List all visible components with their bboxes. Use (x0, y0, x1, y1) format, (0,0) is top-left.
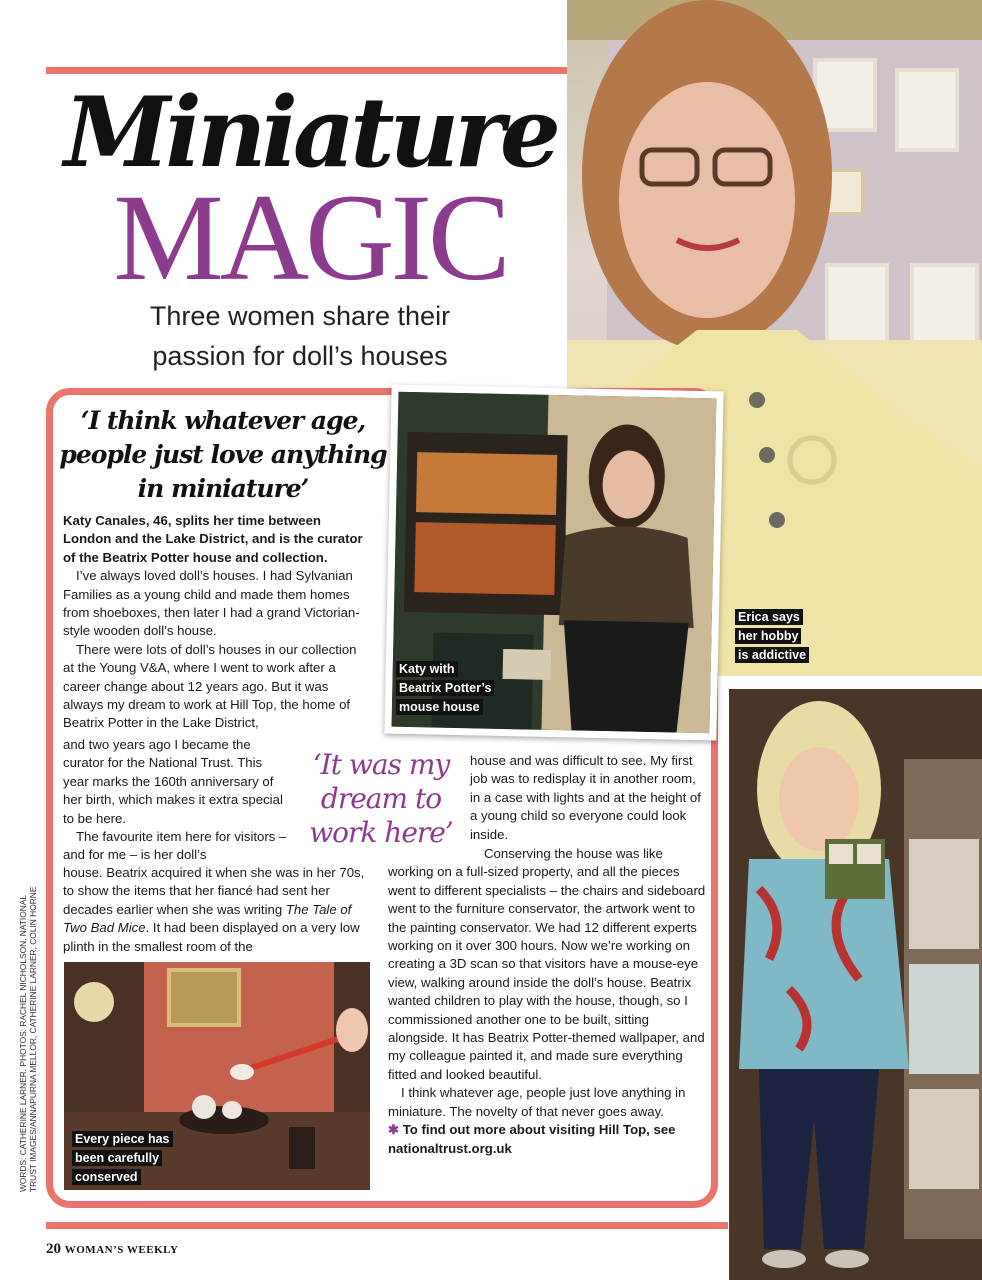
article-paragraph: There were lots of doll’s houses in our collection at the Young V&A, where I went to work after a career change about 12 years ago. But it was always my dream to work at Hill Top, the home of Beatrix Potter in the Lake District, (63, 641, 357, 731)
article-column-1-top (63, 512, 371, 733)
caption-katy-line: mouse house (396, 699, 483, 715)
caption-erica (735, 608, 809, 665)
pull-quote-dream: ‘It was my dream to work here’ (309, 748, 453, 849)
article-column-2-top (470, 752, 708, 844)
caption-room-line: Every piece has (72, 1131, 173, 1147)
article-paragraph: The favourite item here for visitors – and for me – is her doll’s (63, 829, 287, 863)
standfirst: Three women share their passion for doll’s houses (149, 301, 451, 371)
article-intro: Katy Canales, 46, splits her time between London and the Lake District, and is the curator of the Beatrix Potter house and collection. (63, 513, 363, 565)
article-paragraph: and two years ago I became the curator for the National Trust. This year marks the 160th anniversary of her birth, which makes it extra special to be here. (63, 737, 283, 826)
page-number: 20 (46, 1241, 61, 1257)
call-to-action-text: To find out more about visiting Hill Top, see nationaltrust.org.uk (388, 1122, 676, 1156)
caption-erica-line: Erica says (735, 609, 803, 625)
article-paragraph: I’ve always loved doll’s houses. I had Sylvanian Families as a young child and made them homes from shoeboxes, then later I had a grand Victorian-style wooden doll’s house. (63, 568, 360, 639)
headline-miniature: Miniature (64, 76, 556, 189)
call-to-action (388, 1121, 710, 1158)
article-paragraph (63, 864, 377, 956)
article-text-run: house. Beatrix acquired it when she was in her 70s, to show the items that her fiancé had sent her decades earlier when she was writing (63, 865, 365, 917)
bottom-rule (46, 1222, 728, 1229)
caption-room (72, 1130, 173, 1187)
article-paragraph: house and was difficult to see. My first job was to redisplay it in another room, in a case with lights and at the height of a young child so everyone could look inside. (470, 753, 701, 842)
photo-woman-holding-miniature-house (729, 689, 982, 1280)
magazine-name: WOMAN’S WEEKLY (64, 1244, 179, 1256)
article-column-1-middle (63, 736, 291, 865)
article-paragraph: Conserving the house was like working on a full-sized property, and all the pieces went to different specialists – the chairs and sideboard went to the furniture conservator, the artwork went to the painting conservator. We had 12 different experts working on it over 300 hours. Now we’re working on creating a 3D scan so that visitors have a mouse-eye view, walking around inside the doll’s house. Beatrix wanted children to play with the house, though, so I commissioned another one to be built, sitting alongside. It has Beatrix Potter-themed wallpaper, and my colleague painted it, and made sure everything fitted and looked beautiful. (388, 846, 706, 1082)
photo-third-illustration (729, 689, 982, 1280)
photo-credit-line: WORDS: CATHERINE LARNER. PHOTOS: RACHEL NICHOLSON, NATIONAL (18, 894, 28, 1192)
caption-katy (396, 660, 494, 717)
photo-credit (18, 876, 42, 1192)
caption-room-line: conserved (72, 1169, 141, 1185)
article-paragraph: I think whatever age, people just love anything in miniature. The novelty of that never goes away. (388, 1085, 686, 1119)
caption-katy-line: Beatrix Potter’s (396, 680, 494, 696)
book-title: The Tale of Two Bad Mice (63, 901, 352, 936)
article-text-run: . It had been displayed on a very low plinth in the smallest room of the (63, 920, 360, 954)
page-folio (46, 1241, 178, 1258)
caption-erica-line: her hobby (735, 628, 801, 644)
caption-room-line: been carefully (72, 1150, 162, 1166)
headline-magic: MAGIC (113, 169, 507, 306)
asterisk-bullet-icon: ✱ (388, 1122, 400, 1138)
caption-erica-line: is addictive (735, 647, 809, 663)
caption-katy-line: Katy with (396, 661, 458, 677)
article-column-1-bottom (63, 864, 377, 956)
pull-quote-headline: ‘I think whatever age, people just love anything in miniature’ (59, 406, 387, 503)
photo-credit-line: TRUST IMAGES/ANNAPURNA MELLOR, CATHERINE LARNER, COLIN HORNE (28, 886, 38, 1192)
top-rule (46, 67, 568, 74)
article-column-2-bottom (388, 845, 710, 1158)
